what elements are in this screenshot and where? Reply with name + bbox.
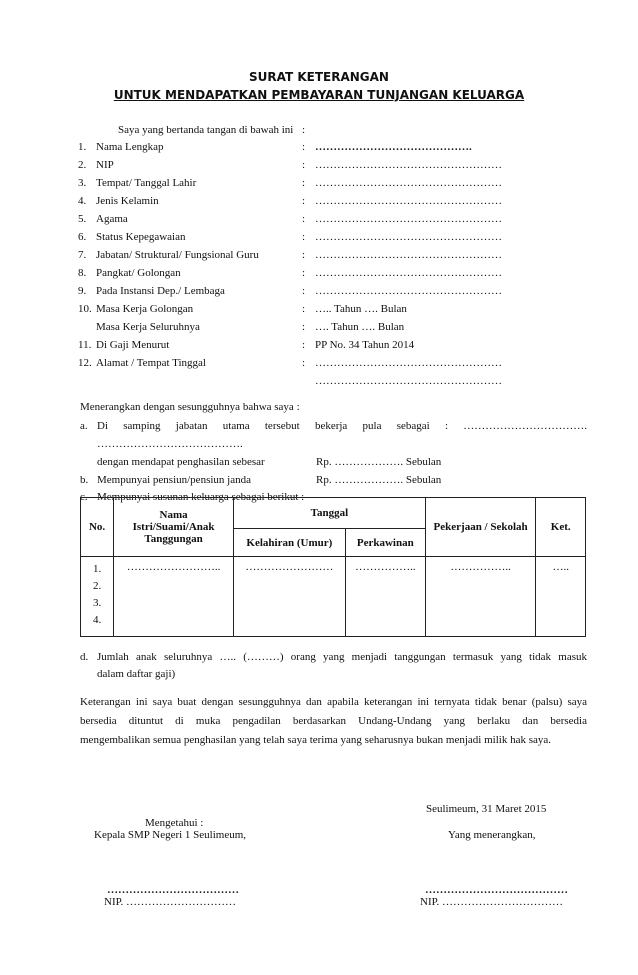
field-label: Agama (96, 213, 128, 225)
header-ket: Ket. (536, 498, 586, 557)
field-row (78, 195, 548, 212)
document-title: SURAT KETERANGAN (249, 70, 389, 84)
item-b-value: Rp. ………………. Sebulan (316, 474, 442, 486)
field-colon: : (302, 303, 306, 315)
item-d-text-1: Jumlah anak seluruhnya ….. (………) orang yang menjadi tanggungan termasuk yang tidak masuk (97, 651, 587, 663)
field-value: …………………………………………… (315, 285, 502, 297)
field-value: …. Tahun …. Bulan (315, 321, 405, 333)
row-number: 2. (92, 580, 102, 592)
intro-text: Saya yang bertanda tangan di bawah ini (118, 124, 294, 136)
left-signature-name: ……………………………… (107, 884, 239, 896)
left-role: Kepala SMP Negeri 1 Seulimeum, (94, 829, 247, 841)
field-number: 7. (78, 249, 87, 261)
field-colon: : (302, 141, 306, 153)
field-row (78, 339, 548, 356)
header-marriage: Perkawinan (345, 529, 425, 557)
row-number: 4. (92, 614, 102, 626)
field-number: 1. (78, 141, 87, 153)
item-a-text: Di samping jabatan utama tersebut bekerja pula sebagai : ……………………………. (97, 420, 587, 432)
field-number: 9. (78, 285, 87, 297)
field-label: Pangkat/ Golongan (96, 267, 181, 279)
field-value: …………………………………………… (315, 267, 502, 279)
item-d-text-2: dalam daftar gaji) (97, 668, 176, 680)
item-b-label: Mempunyai pensiun/pensiun janda (97, 474, 251, 486)
item-c-text: Mempunyai susunan keluarga sebagai berikut : (97, 491, 305, 503)
field-label: Tempat/ Tanggal Lahir (96, 177, 197, 189)
row-number: 1. (92, 563, 102, 575)
field-row (78, 141, 548, 158)
item-a-continuation: …………………………………. (97, 438, 243, 450)
field-number: 10. (78, 303, 92, 315)
field-value: …………………………………………… (315, 249, 502, 261)
header-job: Pekerjaan / Sekolah (425, 498, 536, 557)
header-tanggal: Tanggal (233, 498, 425, 529)
field-label: Pada Instansi Dep./ Lembaga (96, 285, 225, 297)
field-row (78, 267, 548, 284)
item-a-income-value: Rp. ………………. Sebulan (316, 456, 442, 468)
field-colon: : (302, 159, 306, 171)
item-c-letter: c. (80, 491, 88, 503)
field-row (78, 177, 548, 194)
cell-name: …………………….. (114, 557, 234, 637)
field-colon: : (302, 249, 306, 261)
field-label: Di Gaji Menurut (96, 339, 170, 351)
field-row (78, 231, 548, 248)
field-row (78, 249, 548, 266)
closing-line-3: mengembalikan semua penghasilan yang telah saya terima yang seharusnya bukan menjadi milik hak saya. (80, 734, 552, 746)
field-label: Nama Lengkap (96, 141, 164, 153)
field-colon: : (302, 321, 306, 333)
field-value: …………………………………………… (315, 357, 502, 369)
declaration-text: Menerangkan dengan sesungguhnya bahwa saya : (80, 401, 300, 413)
field-row (78, 321, 548, 338)
field-row (78, 159, 548, 176)
field-colon: : (302, 285, 306, 297)
field-value: ….. Tahun …. Bulan (315, 303, 407, 315)
field-label: Jenis Kelamin (96, 195, 159, 207)
row-number: 3. (92, 597, 102, 609)
field-row (78, 213, 548, 230)
field-value: …………………………………………… (315, 231, 502, 243)
closing-line-2: bersedia dituntut di muka pengadilan berdasarkan Undang-Undang yang berlaku dan bersedia (80, 715, 587, 727)
header-birth: Kelahiran (Umur) (233, 529, 345, 557)
row-numbers (81, 557, 114, 637)
closing-line-1: Keterangan ini saya buat dengan sesungguhnya dan apabila keterangan ini ternyata tidak benar (palsu) saya (80, 696, 587, 708)
field-value: PP No. 34 Tahun 2014 (315, 339, 415, 351)
cell-birth: …………………… (233, 557, 345, 637)
field-value: …………………………………………… (315, 213, 502, 225)
field-value: …………………………………………… (315, 177, 502, 189)
field-number: 8. (78, 267, 87, 279)
field-row (78, 285, 548, 302)
field-number: 4. (78, 195, 87, 207)
right-signature-name: ………………………………… (425, 884, 568, 896)
field-number: 12. (78, 357, 92, 369)
item-b-letter: b. (80, 474, 89, 486)
field-value: …………………………………………… (315, 159, 502, 171)
field-label: Jabatan/ Struktural/ Fungsional Guru (96, 249, 259, 261)
field-colon: : (302, 213, 306, 225)
field-label: Masa Kerja Seluruhnya (96, 321, 200, 333)
family-table (80, 497, 586, 637)
field-colon: : (302, 195, 306, 207)
field-label: Status Kepegawaian (96, 231, 186, 243)
field-colon: : (302, 339, 306, 351)
field-label: NIP (96, 159, 114, 171)
field-row (78, 357, 548, 374)
header-name: Nama Istri/Suami/Anak Tanggungan (114, 498, 234, 557)
item-a-letter: a. (80, 420, 88, 432)
header-no: No. (81, 498, 114, 557)
cell-ket: ….. (536, 557, 586, 637)
cell-job: …………….. (425, 557, 536, 637)
right-nip: NIP. …………………………… (420, 896, 564, 908)
field-row (78, 303, 548, 320)
item-d-letter: d. (80, 651, 89, 663)
right-role: Yang menerangkan, (448, 829, 536, 841)
field-label: Masa Kerja Golongan (96, 303, 194, 315)
place-date: Seulimeum, 31 Maret 2015 (426, 803, 547, 815)
field-colon: : (302, 267, 306, 279)
field-number: 3. (78, 177, 87, 189)
address-line-2: …………………………………………… (315, 375, 502, 387)
field-colon: : (302, 357, 306, 369)
field-number: 6. (78, 231, 87, 243)
field-value: …………………………………………… (315, 195, 502, 207)
left-nip: NIP. ………………………… (104, 896, 237, 908)
document-subtitle: UNTUK MENDAPATKAN PEMBAYARAN TUNJANGAN KELUARGA (113, 88, 525, 102)
field-number: 2. (78, 159, 87, 171)
left-ack: Mengetahui : (145, 817, 204, 829)
intro-colon: : (302, 124, 306, 136)
item-a-income-label: dengan mendapat penghasilan sebesar (97, 456, 265, 468)
field-label: Alamat / Tempat Tinggal (96, 357, 206, 369)
field-number: 5. (78, 213, 87, 225)
field-colon: : (302, 231, 306, 243)
field-number: 11. (78, 339, 92, 351)
cell-marriage: …………….. (345, 557, 425, 637)
field-colon: : (302, 177, 306, 189)
field-value: ……………………………………. (315, 141, 472, 153)
